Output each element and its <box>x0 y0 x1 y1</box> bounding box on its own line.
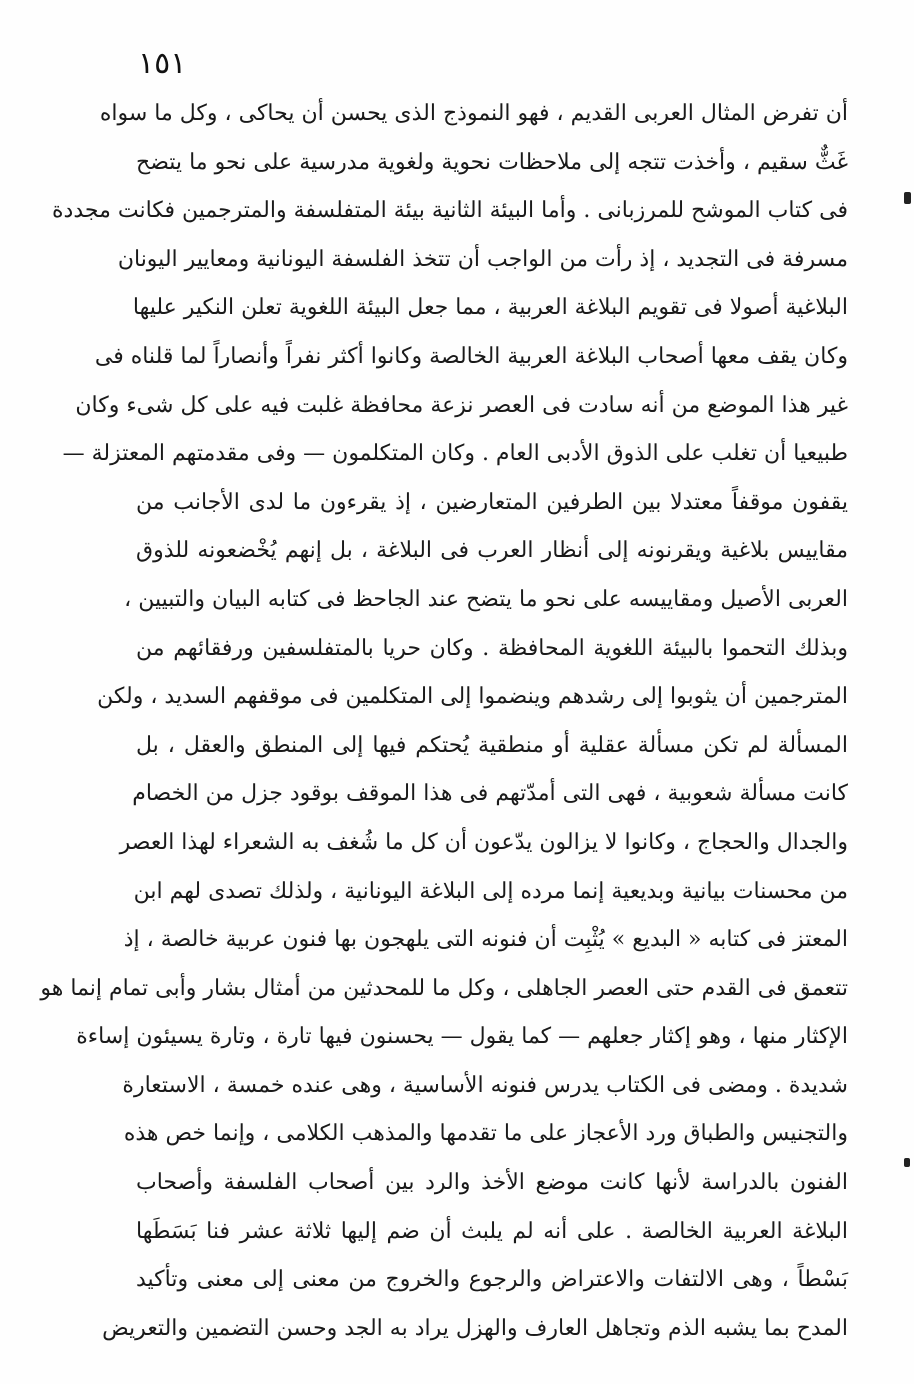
text-line-5: البلاغية أصولا فى تقويم البلاغة العربية ، مما جعل البيئة اللغوية تعلن النكير عليها <box>132 295 848 321</box>
text-line-2: غَثٌّ سقيم ، وأخذت تتجه إلى ملاحظات نحوية ولغوية مدرسية على نحو ما يتضح <box>136 149 848 175</box>
text-line-13: المترجمين أن يثوبوا إلى رشدهم وينضموا إلى المتكلمين فى موقفهم السديد ، ولكن <box>97 684 848 710</box>
text-line-20: الإكثار منها ، وهو إكثار جعلهم — كما يقول — يحسنون فيها تارة ، وتارة يسيئون إساءة <box>76 1024 848 1050</box>
text-line-4: مسرفة فى التجديد ، إذ رأت من الواجب أن تتخذ الفلسفة اليونانية ومعايير اليونان <box>117 246 848 272</box>
text-line-12: وبذلك التحموا بالبيئة اللغوية المحافظة . وكان حريا بالمتفلسفين ورفقائهم من <box>136 635 848 661</box>
text-line-9: يقفون موقفاً معتدلا بين الطرفين المتعارضين ، إذ يقرءون ما لدى الأجانب من <box>136 489 848 515</box>
text-line-14: المسألة لم تكن مسألة عقلية أو منطقية يُحتكم فيها إلى المنطق والعقل ، بل <box>136 732 848 758</box>
text-line-25: بَسْطاً ، وهى الالتفات والاعتراض والرجوع والخروج من معنى إلى معنى وتأكيد <box>136 1267 848 1293</box>
text-line-26: المدح بما يشبه الذم وتجاهل العارف والهزل يراد به الجد وحسن التضمين والتعريض <box>102 1315 848 1341</box>
text-line-18: المعتز فى كتابه « البديع » يُثْبِت أن فنونه التى يلهجون بها فنون عربية خالصة ، إذ <box>123 927 848 953</box>
text-line-10: مقاييس بلاغية ويقرنونه إلى أنظار العرب فى البلاغة ، بل إنهم يُخْضعونه للذوق <box>136 538 848 564</box>
text-line-22: والتجنيس والطباق ورد الأعجاز على ما تقدمها والمذهب الكلامى ، وإنما خص هذه <box>123 1121 848 1147</box>
text-line-24: البلاغة العربية الخالصة . على أنه لم يلبث أن ضم إليها ثلاثة عشر فنا بَسَطَها <box>136 1218 848 1244</box>
text-line-11: العربى الأصيل ومقاييسه على نحو ما يتضح عند الجاحظ فى كتابه البيان والتبيين ، <box>124 586 848 612</box>
text-line-15: كانت مسألة شعوبية ، فهى التى أمدّتهم فى هذا الموقف بوقود جزل من الخصام <box>132 781 848 807</box>
margin-mark <box>904 192 911 204</box>
text-line-8: طبيعيا أن تغلب على الذوق الأدبى العام . وكان المتكلمون — وفى مقدمتهم المعتزلة — <box>62 441 848 467</box>
margin-mark <box>904 1158 910 1167</box>
body-text <box>40 90 848 1353</box>
text-line-23: الفنون بالدراسة لأنها كانت موضع الأخذ والرد بين أصحاب الفلسفة وأصحاب <box>136 1170 848 1196</box>
text-line-21: شديدة . ومضى فى الكتاب يدرس فنونه الأساسية ، وهى عنده خمسة ، الاستعارة <box>122 1072 848 1098</box>
text-line-3: فى كتاب الموشح للمرزبانى . وأما البيئة الثانية بيئة المتفلسفة والمترجمين فكانت مجددة <box>52 198 848 224</box>
text-line-7: غير هذا الموضع من أنه سادت فى العصر نزعة محافظة غلبت فيه على كل شىء وكان <box>75 392 848 418</box>
text-line-6: وكان يقف معها أصحاب البلاغة العربية الخالصة وكانوا أكثر نفراً وأنصاراً لما قلناه فى <box>94 343 848 369</box>
text-line-17: من محسنات بيانية وبديعية إنما مرده إلى البلاغة اليونانية ، ولذلك تصدى لهم ابن <box>133 878 848 904</box>
text-line-19: تتعمق فى القدم حتى العصر الجاهلى ، وكل ما للمحدثين من أمثال بشار وأبى تمام إنما هو <box>40 975 848 1001</box>
text-line-1: أن تفرض المثال العربى القديم ، فهو النموذج الذى يحسن أن يحاكى ، وكل ما سواه <box>99 101 848 126</box>
page-number: ١٥١ <box>138 46 187 81</box>
text-line-16: والجدال والحجاج ، وكانوا لا يزالون يدّعون أن كل ما شُغف به الشعراء لهذا العصر <box>119 829 848 855</box>
